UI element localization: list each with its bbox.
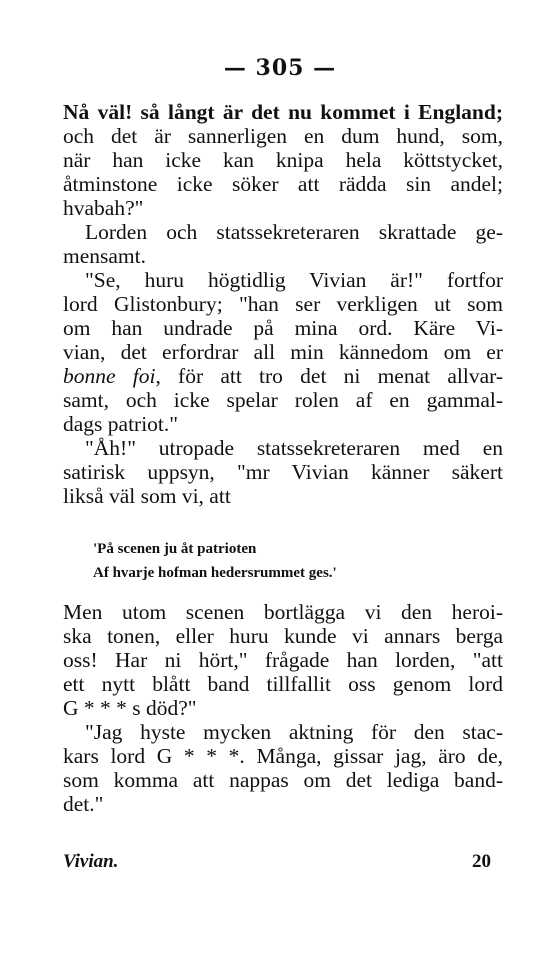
verse-line: 'På scenen ju åt patrioten xyxy=(93,541,257,557)
text-line: och det är sannerligen en dum hund, som, xyxy=(63,124,503,148)
text-line: ett nytt blått band tillfallit oss genom lord xyxy=(63,672,503,696)
text-line: "Se, huru högtidlig Vivian är!" fortfor xyxy=(85,268,503,292)
text-block-top xyxy=(63,100,503,508)
page-number: — 305 — xyxy=(223,55,337,81)
text-line: "Jag hyste mycken aktning för den stac- xyxy=(85,720,503,744)
text-line: mensamt. xyxy=(63,244,146,268)
text-line: Men utom scenen bortlägga vi den heroi- xyxy=(63,600,503,624)
text-line: lord Glistonbury; "han ser verkligen ut som xyxy=(63,292,503,316)
text-block-bottom xyxy=(63,600,503,816)
text-line: åtminstone icke söker att rädda sin andel; xyxy=(63,172,503,196)
text-line-rest: , för att tro det ni menat allvar- xyxy=(155,364,503,388)
text-line: dags patriot." xyxy=(63,412,179,436)
signature-mark: Vivian. xyxy=(63,851,119,872)
text-line: "Åh!" utropade statssekreteraren med en xyxy=(85,436,503,460)
text-line: Lorden och statssekreteraren skrattade ge- xyxy=(85,220,503,244)
text-line: hvabah?" xyxy=(63,196,144,220)
sheet-number: 20 xyxy=(472,851,491,872)
text-line: Nå väl! så långt är det nu kommet i England; xyxy=(63,100,503,124)
text-line: när han icke kan knipa hela köttstycket, xyxy=(63,148,503,172)
text-line: satirisk uppsyn, "mr Vivian känner säkert xyxy=(63,460,503,484)
text-line: ska tonen, eller huru kunde vi annars berga xyxy=(63,624,503,648)
page-footer xyxy=(63,851,503,873)
text-line: kars lord G * * *. Många, gissar jag, äro de, xyxy=(63,744,503,768)
text-line: samt, och icke spelar rolen af en gammal- xyxy=(63,388,503,412)
text-line: G * * * s död?" xyxy=(63,696,197,720)
text-line: likså väl som vi, att xyxy=(63,484,231,508)
verse-line: Af hvarje hofman hedersrummet ges.' xyxy=(93,565,337,581)
text-line: vian, det erfordrar all min kännedom om er xyxy=(63,340,503,364)
text-line: oss! Har ni hört," frågade han lorden, "att xyxy=(63,648,503,672)
text-line: om han undrade på mina ord. Käre Vi- xyxy=(63,316,503,340)
verse-block xyxy=(93,537,493,585)
italic-phrase: bonne foi xyxy=(63,364,156,388)
text-line: som komma att nappas om det lediga band- xyxy=(63,768,503,792)
text-line: det." xyxy=(63,792,104,816)
text-line-italic-phrase xyxy=(63,364,503,388)
